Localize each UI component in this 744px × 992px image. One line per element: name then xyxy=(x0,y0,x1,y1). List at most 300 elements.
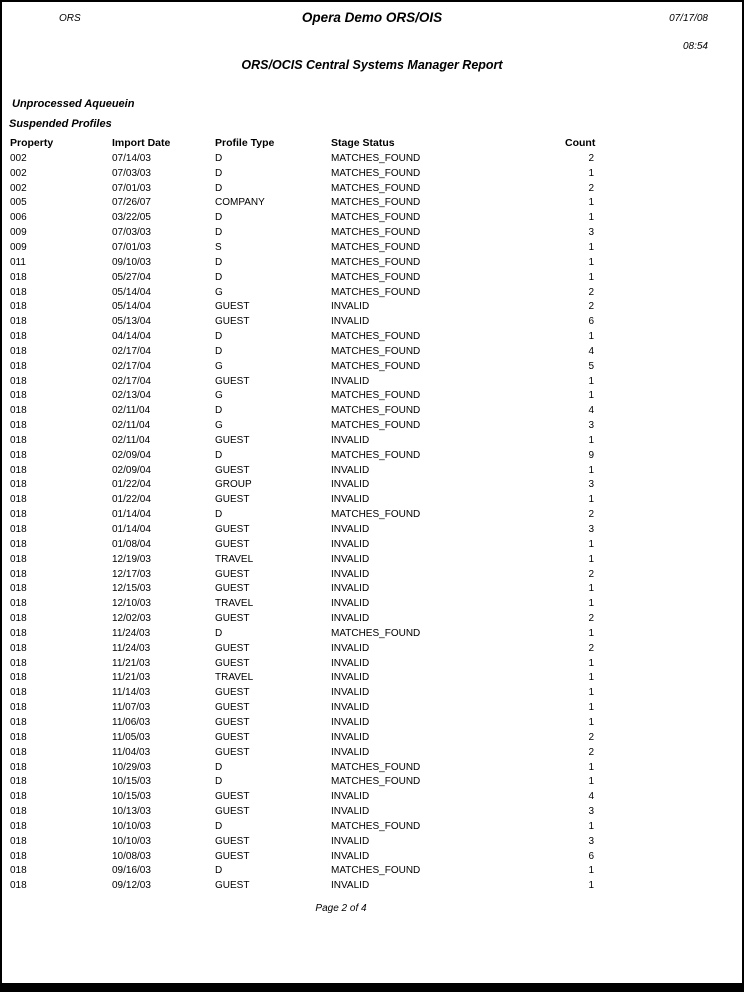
table-row xyxy=(10,641,594,656)
table-cell-stage-status: INVALID xyxy=(331,731,370,743)
table-cell-property: 018 xyxy=(10,657,27,669)
table-cell-import-date: 01/14/04 xyxy=(112,524,151,536)
table-row xyxy=(10,181,594,196)
table-row xyxy=(10,314,594,329)
table-cell-property: 018 xyxy=(10,524,27,536)
table-cell-profile-type: GUEST xyxy=(215,434,250,446)
section-heading-suspended-profiles: Suspended Profiles xyxy=(9,118,112,130)
table-cell-property: 018 xyxy=(10,286,27,298)
table-cell-import-date: 05/14/04 xyxy=(112,286,151,298)
table-row xyxy=(10,789,594,804)
table-row xyxy=(10,685,594,700)
table-row xyxy=(10,225,594,240)
table-cell-profile-type: D xyxy=(215,331,223,343)
table-cell-property: 002 xyxy=(10,152,27,164)
table-cell-property: 018 xyxy=(10,627,27,639)
table-cell-count: 2 xyxy=(588,509,594,521)
table-cell-count: 6 xyxy=(588,850,594,862)
table-cell-property: 018 xyxy=(10,598,27,610)
table-cell-property: 002 xyxy=(10,167,27,179)
table-cell-count: 9 xyxy=(588,449,594,461)
table-cell-property: 018 xyxy=(10,806,27,818)
table-row xyxy=(10,730,594,745)
table-cell-property: 018 xyxy=(10,479,27,491)
table-cell-import-date: 10/15/03 xyxy=(112,791,151,803)
table-cell-profile-type: D xyxy=(215,820,223,832)
table-cell-import-date: 02/13/04 xyxy=(112,390,151,402)
table-cell-stage-status: MATCHES_FOUND xyxy=(331,820,421,832)
table-cell-count: 2 xyxy=(588,613,594,625)
table-row xyxy=(10,344,594,359)
table-cell-profile-type: G xyxy=(215,420,223,432)
table-cell-profile-type: D xyxy=(215,227,223,239)
table-cell-profile-type: D xyxy=(215,405,223,417)
table-cell-import-date: 11/14/03 xyxy=(112,687,151,699)
table-cell-import-date: 10/10/03 xyxy=(112,835,151,847)
table-cell-stage-status: MATCHES_FOUND xyxy=(331,197,421,209)
table-cell-property: 018 xyxy=(10,553,27,565)
table-cell-property: 018 xyxy=(10,345,27,357)
table-cell-property: 018 xyxy=(10,865,27,877)
table-cell-property: 018 xyxy=(10,360,27,372)
table-cell-count: 4 xyxy=(588,405,594,417)
table-cell-profile-type: GUEST xyxy=(215,524,250,536)
table-cell-count: 3 xyxy=(588,420,594,432)
table-cell-profile-type: GUEST xyxy=(215,687,250,699)
table-row xyxy=(10,448,594,463)
table-row xyxy=(10,671,594,686)
table-cell-profile-type: D xyxy=(215,776,223,788)
table-cell-profile-type: GUEST xyxy=(215,642,250,654)
table-cell-import-date: 07/26/07 xyxy=(112,197,151,209)
table-cell-import-date: 10/13/03 xyxy=(112,806,151,818)
table-cell-import-date: 07/03/03 xyxy=(112,167,151,179)
table-cell-property: 009 xyxy=(10,227,27,239)
table-cell-count: 2 xyxy=(588,152,594,164)
table-cell-import-date: 07/01/03 xyxy=(112,241,151,253)
report-date: 07/17/08 xyxy=(669,13,708,24)
table-cell-stage-status: MATCHES_FOUND xyxy=(331,345,421,357)
table-cell-import-date: 11/06/03 xyxy=(112,716,151,728)
table-row xyxy=(10,656,594,671)
table-cell-property: 018 xyxy=(10,746,27,758)
table-cell-import-date: 12/10/03 xyxy=(112,598,151,610)
table-cell-import-date: 02/17/04 xyxy=(112,345,151,357)
table-cell-profile-type: D xyxy=(215,761,223,773)
table-row xyxy=(10,804,594,819)
table-cell-profile-type: GUEST xyxy=(215,850,250,862)
table-cell-stage-status: INVALID xyxy=(331,464,370,476)
table-cell-count: 4 xyxy=(588,791,594,803)
table-cell-property: 018 xyxy=(10,316,27,328)
table-cell-import-date: 11/07/03 xyxy=(112,702,151,714)
table-row xyxy=(10,374,594,389)
table-cell-property: 006 xyxy=(10,212,27,224)
table-cell-count: 1 xyxy=(588,271,594,283)
table-row xyxy=(10,581,594,596)
table-cell-property: 018 xyxy=(10,331,27,343)
table-cell-stage-status: MATCHES_FOUND xyxy=(331,509,421,521)
table-cell-import-date: 11/05/03 xyxy=(112,731,151,743)
table-cell-property: 018 xyxy=(10,420,27,432)
table-cell-import-date: 12/02/03 xyxy=(112,613,151,625)
table-cell-stage-status: INVALID xyxy=(331,316,370,328)
table-row xyxy=(10,522,594,537)
column-header-import-date: Import Date xyxy=(112,136,171,149)
table-cell-count: 1 xyxy=(588,241,594,253)
table-cell-count: 1 xyxy=(588,687,594,699)
table-cell-count: 3 xyxy=(588,524,594,536)
table-cell-profile-type: GUEST xyxy=(215,494,250,506)
table-cell-stage-status: INVALID xyxy=(331,375,370,387)
table-cell-import-date: 09/12/03 xyxy=(112,880,151,892)
table-cell-import-date: 11/21/03 xyxy=(112,657,151,669)
table-cell-stage-status: INVALID xyxy=(331,553,370,565)
table-cell-count: 2 xyxy=(588,286,594,298)
table-cell-property: 018 xyxy=(10,716,27,728)
table-cell-stage-status: INVALID xyxy=(331,479,370,491)
table-cell-property: 018 xyxy=(10,776,27,788)
table-cell-stage-status: INVALID xyxy=(331,702,370,714)
table-row xyxy=(10,878,594,893)
table-cell-stage-status: MATCHES_FOUND xyxy=(331,286,421,298)
table-row xyxy=(10,210,594,225)
table-row xyxy=(10,359,594,374)
table-row xyxy=(10,819,594,834)
table-cell-profile-type: GUEST xyxy=(215,731,250,743)
table-cell-import-date: 02/11/04 xyxy=(112,434,151,446)
table-cell-property: 002 xyxy=(10,182,27,194)
table-cell-stage-status: INVALID xyxy=(331,598,370,610)
table-cell-stage-status: INVALID xyxy=(331,613,370,625)
table-cell-import-date: 02/11/04 xyxy=(112,420,151,432)
table-row xyxy=(10,774,594,789)
table-cell-stage-status: MATCHES_FOUND xyxy=(331,761,421,773)
table-row xyxy=(10,864,594,879)
table-cell-profile-type: D xyxy=(215,345,223,357)
table-cell-property: 018 xyxy=(10,375,27,387)
report-time: 08:54 xyxy=(682,41,708,52)
table-cell-stage-status: INVALID xyxy=(331,806,370,818)
table-row xyxy=(10,151,594,166)
table-row xyxy=(10,329,594,344)
page-number-footer: Page 2 of 4 xyxy=(315,903,367,914)
table-row xyxy=(10,700,594,715)
table-cell-stage-status: INVALID xyxy=(331,524,370,536)
table-row xyxy=(10,849,594,864)
table-cell-import-date: 11/21/03 xyxy=(112,672,151,684)
table-cell-count: 3 xyxy=(588,479,594,491)
table-cell-stage-status: MATCHES_FOUND xyxy=(331,152,421,164)
table-cell-import-date: 01/08/04 xyxy=(112,538,151,550)
table-cell-property: 009 xyxy=(10,241,27,253)
table-cell-property: 018 xyxy=(10,390,27,402)
table-cell-count: 3 xyxy=(588,835,594,847)
table-cell-stage-status: INVALID xyxy=(331,850,370,862)
table-cell-property: 018 xyxy=(10,880,27,892)
table-cell-profile-type: GUEST xyxy=(215,791,250,803)
table-cell-count: 1 xyxy=(588,331,594,343)
table-row xyxy=(10,760,594,775)
table-cell-count: 1 xyxy=(588,865,594,877)
table-cell-stage-status: MATCHES_FOUND xyxy=(331,241,421,253)
table-cell-profile-type: D xyxy=(215,212,223,224)
table-cell-profile-type: D xyxy=(215,271,223,283)
table-cell-property: 018 xyxy=(10,731,27,743)
table-row xyxy=(10,255,594,270)
table-cell-stage-status: MATCHES_FOUND xyxy=(331,182,421,194)
table-cell-count: 1 xyxy=(588,820,594,832)
table-cell-property: 018 xyxy=(10,271,27,283)
table-cell-profile-type: GROUP xyxy=(215,479,252,491)
table-cell-import-date: 05/13/04 xyxy=(112,316,151,328)
table-cell-import-date: 04/14/04 xyxy=(112,331,151,343)
table-row xyxy=(10,567,594,582)
table-row xyxy=(10,745,594,760)
table-row xyxy=(10,285,594,300)
table-cell-stage-status: INVALID xyxy=(331,538,370,550)
table-cell-import-date: 07/03/03 xyxy=(112,227,151,239)
table-cell-profile-type: GUEST xyxy=(215,702,250,714)
table-cell-profile-type: TRAVEL xyxy=(215,598,254,610)
table-cell-count: 3 xyxy=(588,227,594,239)
table-cell-import-date: 11/24/03 xyxy=(112,627,151,639)
table-cell-profile-type: GUEST xyxy=(215,657,250,669)
table-cell-count: 1 xyxy=(588,761,594,773)
table-cell-import-date: 11/24/03 xyxy=(112,642,151,654)
table-cell-profile-type: GUEST xyxy=(215,316,250,328)
table-cell-import-date: 10/10/03 xyxy=(112,820,151,832)
table-cell-count: 2 xyxy=(588,746,594,758)
table-cell-stage-status: INVALID xyxy=(331,434,370,446)
table-cell-property: 018 xyxy=(10,538,27,550)
table-cell-property: 018 xyxy=(10,791,27,803)
table-cell-profile-type: GUEST xyxy=(215,583,250,595)
table-cell-profile-type: GUEST xyxy=(215,538,250,550)
table-cell-count: 5 xyxy=(588,360,594,372)
table-cell-import-date: 07/14/03 xyxy=(112,152,151,164)
table-cell-count: 1 xyxy=(588,598,594,610)
table-cell-stage-status: INVALID xyxy=(331,494,370,506)
table-cell-import-date: 02/17/04 xyxy=(112,360,151,372)
table-cell-import-date: 02/11/04 xyxy=(112,405,151,417)
table-cell-profile-type: D xyxy=(215,182,223,194)
table-row xyxy=(10,834,594,849)
table-cell-import-date: 01/22/04 xyxy=(112,479,151,491)
table-cell-count: 2 xyxy=(588,568,594,580)
table-cell-profile-type: GUEST xyxy=(215,568,250,580)
table-row xyxy=(10,492,594,507)
table-cell-count: 2 xyxy=(588,182,594,194)
table-cell-property: 018 xyxy=(10,449,27,461)
table-row xyxy=(10,537,594,552)
table-cell-property: 018 xyxy=(10,687,27,699)
table-row xyxy=(10,196,594,211)
table-cell-count: 2 xyxy=(588,731,594,743)
table-cell-profile-type: GUEST xyxy=(215,301,250,313)
table-cell-stage-status: MATCHES_FOUND xyxy=(331,420,421,432)
column-header-profile-type: Profile Type xyxy=(215,136,275,149)
table-cell-profile-type: G xyxy=(215,360,223,372)
table-row xyxy=(10,478,594,493)
table-cell-count: 1 xyxy=(588,627,594,639)
table-cell-stage-status: MATCHES_FOUND xyxy=(331,227,421,239)
table-cell-stage-status: MATCHES_FOUND xyxy=(331,405,421,417)
table-cell-import-date: 01/22/04 xyxy=(112,494,151,506)
table-cell-profile-type: TRAVEL xyxy=(215,672,254,684)
table-cell-count: 1 xyxy=(588,197,594,209)
table-cell-profile-type: GUEST xyxy=(215,716,250,728)
table-cell-count: 4 xyxy=(588,345,594,357)
page-bottom-bar xyxy=(2,983,742,990)
table-cell-profile-type: GUEST xyxy=(215,375,250,387)
table-cell-stage-status: INVALID xyxy=(331,568,370,580)
table-cell-count: 1 xyxy=(588,657,594,669)
table-cell-property: 005 xyxy=(10,197,27,209)
column-header-count: Count xyxy=(565,136,596,149)
table-row xyxy=(10,418,594,433)
table-cell-import-date: 09/10/03 xyxy=(112,256,151,268)
table-cell-stage-status: MATCHES_FOUND xyxy=(331,449,421,461)
suspended-profiles-table xyxy=(10,134,594,893)
table-row xyxy=(10,166,594,181)
table-cell-import-date: 07/01/03 xyxy=(112,182,151,194)
table-cell-profile-type: D xyxy=(215,152,223,164)
table-cell-stage-status: MATCHES_FOUND xyxy=(331,360,421,372)
table-cell-profile-type: D xyxy=(215,449,223,461)
table-cell-property: 018 xyxy=(10,434,27,446)
table-row xyxy=(10,240,594,255)
table-cell-profile-type: GUEST xyxy=(215,464,250,476)
table-cell-profile-type: D xyxy=(215,627,223,639)
system-label: ORS xyxy=(59,13,81,24)
table-cell-count: 1 xyxy=(588,464,594,476)
column-header-stage-status: Stage Status xyxy=(331,136,395,149)
table-cell-stage-status: INVALID xyxy=(331,716,370,728)
table-cell-stage-status: INVALID xyxy=(331,880,370,892)
table-cell-stage-status: INVALID xyxy=(331,791,370,803)
table-cell-profile-type: GUEST xyxy=(215,806,250,818)
table-cell-import-date: 10/15/03 xyxy=(112,776,151,788)
table-cell-property: 018 xyxy=(10,494,27,506)
table-body xyxy=(10,151,594,893)
table-cell-import-date: 01/14/04 xyxy=(112,509,151,521)
table-cell-stage-status: MATCHES_FOUND xyxy=(331,776,421,788)
table-cell-count: 6 xyxy=(588,316,594,328)
table-row xyxy=(10,626,594,641)
table-row xyxy=(10,611,594,626)
column-header-property: Property xyxy=(10,136,54,149)
table-cell-property: 018 xyxy=(10,583,27,595)
table-cell-stage-status: INVALID xyxy=(331,642,370,654)
table-cell-stage-status: MATCHES_FOUND xyxy=(331,167,421,179)
table-row xyxy=(10,389,594,404)
table-cell-profile-type: GUEST xyxy=(215,880,250,892)
table-cell-property: 018 xyxy=(10,464,27,476)
table-cell-profile-type: D xyxy=(215,256,223,268)
table-row xyxy=(10,507,594,522)
table-cell-profile-type: COMPANY xyxy=(215,197,265,209)
table-cell-stage-status: MATCHES_FOUND xyxy=(331,212,421,224)
table-cell-count: 2 xyxy=(588,301,594,313)
table-cell-property: 018 xyxy=(10,613,27,625)
table-cell-profile-type: D xyxy=(215,167,223,179)
table-cell-count: 1 xyxy=(588,776,594,788)
report-title: ORS/OCIS Central Systems Manager Report xyxy=(241,58,503,72)
table-cell-stage-status: INVALID xyxy=(331,657,370,669)
table-cell-property: 018 xyxy=(10,509,27,521)
table-cell-import-date: 03/22/05 xyxy=(112,212,151,224)
table-cell-profile-type: G xyxy=(215,390,223,402)
table-cell-property: 018 xyxy=(10,672,27,684)
table-row xyxy=(10,299,594,314)
table-cell-import-date: 12/19/03 xyxy=(112,553,151,565)
table-cell-stage-status: INVALID xyxy=(331,835,370,847)
table-cell-stage-status: INVALID xyxy=(331,687,370,699)
table-row xyxy=(10,596,594,611)
table-cell-import-date: 05/27/04 xyxy=(112,271,151,283)
table-cell-import-date: 02/09/04 xyxy=(112,449,151,461)
table-cell-count: 1 xyxy=(588,434,594,446)
table-cell-profile-type: GUEST xyxy=(215,613,250,625)
table-cell-property: 018 xyxy=(10,405,27,417)
table-cell-stage-status: MATCHES_FOUND xyxy=(331,271,421,283)
table-cell-import-date: 10/29/03 xyxy=(112,761,151,773)
table-cell-count: 1 xyxy=(588,167,594,179)
table-row xyxy=(10,433,594,448)
table-cell-count: 1 xyxy=(588,538,594,550)
table-cell-count: 1 xyxy=(588,390,594,402)
table-cell-stage-status: MATCHES_FOUND xyxy=(331,331,421,343)
table-cell-count: 3 xyxy=(588,806,594,818)
table-cell-count: 1 xyxy=(588,375,594,387)
table-cell-import-date: 09/16/03 xyxy=(112,865,151,877)
table-cell-profile-type: G xyxy=(215,286,223,298)
table-cell-import-date: 10/08/03 xyxy=(112,850,151,862)
table-cell-property: 018 xyxy=(10,820,27,832)
table-cell-property: 018 xyxy=(10,761,27,773)
table-row xyxy=(10,552,594,567)
table-cell-property: 018 xyxy=(10,835,27,847)
table-cell-count: 1 xyxy=(588,583,594,595)
table-cell-count: 1 xyxy=(588,716,594,728)
table-cell-import-date: 12/17/03 xyxy=(112,568,151,580)
section-heading-unprocessed-aqueuein: Unprocessed Aqueuein xyxy=(12,98,135,110)
table-cell-count: 1 xyxy=(588,212,594,224)
table-cell-property: 018 xyxy=(10,568,27,580)
table-cell-stage-status: INVALID xyxy=(331,583,370,595)
table-cell-stage-status: INVALID xyxy=(331,672,370,684)
table-cell-profile-type: D xyxy=(215,509,223,521)
table-cell-property: 018 xyxy=(10,850,27,862)
table-cell-profile-type: S xyxy=(215,241,222,253)
table-cell-stage-status: MATCHES_FOUND xyxy=(331,627,421,639)
table-cell-property: 018 xyxy=(10,642,27,654)
table-cell-stage-status: INVALID xyxy=(331,746,370,758)
table-cell-count: 2 xyxy=(588,642,594,654)
table-cell-count: 1 xyxy=(588,702,594,714)
table-row xyxy=(10,270,594,285)
table-cell-profile-type: GUEST xyxy=(215,835,250,847)
table-header-row xyxy=(10,134,594,151)
table-cell-stage-status: MATCHES_FOUND xyxy=(331,865,421,877)
table-cell-profile-type: GUEST xyxy=(215,746,250,758)
table-cell-import-date: 02/17/04 xyxy=(112,375,151,387)
table-cell-stage-status: INVALID xyxy=(331,301,370,313)
table-cell-stage-status: MATCHES_FOUND xyxy=(331,390,421,402)
table-cell-property: 018 xyxy=(10,301,27,313)
table-cell-count: 1 xyxy=(588,880,594,892)
